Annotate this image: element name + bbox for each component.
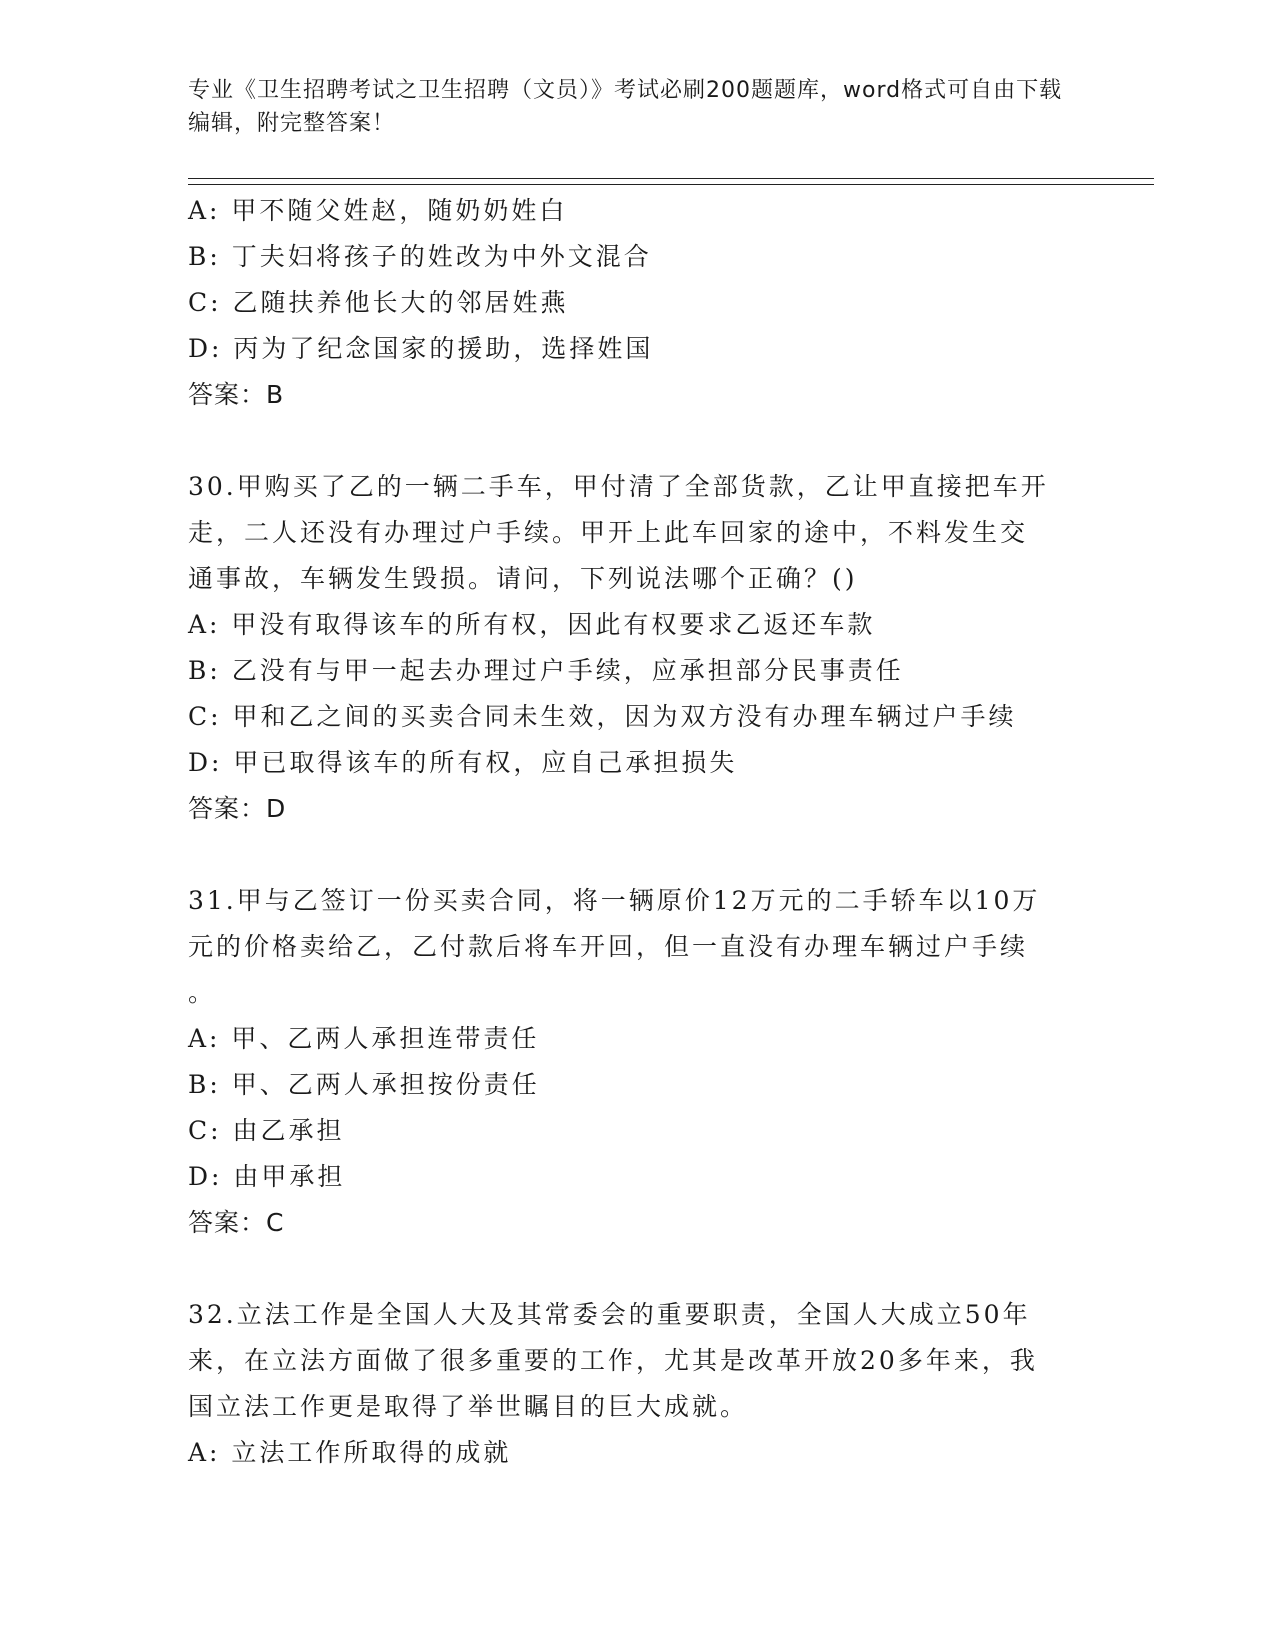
option-b: B: 甲、乙两人承担按份责任 — [188, 1070, 540, 1099]
question-block-31 — [188, 878, 1088, 1246]
question-text-line: 32.立法工作是全国人大及其常委会的重要职责，全国人大成立50年 — [188, 1300, 1031, 1329]
question-text-line: 31.甲与乙签订一份买卖合同，将一辆原价12万元的二手轿车以10万 — [188, 886, 1041, 915]
option-a: A: 甲不随父姓赵，随奶奶姓白 — [188, 196, 568, 225]
header-rule-top — [188, 178, 1154, 179]
question-block-32 — [188, 1292, 1088, 1476]
answer-line: 答案：C — [188, 1208, 285, 1237]
question-block-30 — [188, 464, 1088, 832]
answer-line: 答案：B — [188, 380, 285, 409]
question-block-29 — [188, 188, 1088, 418]
option-c: C: 甲和乙之间的买卖合同未生效，因为双方没有办理车辆过户手续 — [188, 702, 1017, 731]
question-text-line: 来，在立法方面做了很多重要的工作，尤其是改革开放20多年来，我 — [188, 1346, 1038, 1375]
answer-line: 答案：D — [188, 794, 287, 823]
question-text-line: 国立法工作更是取得了举世瞩目的巨大成就。 — [188, 1392, 749, 1421]
question-text-line: 30.甲购买了乙的一辆二手车，甲付清了全部货款，乙让甲直接把车开 — [188, 472, 1049, 501]
option-c: C: 由乙承担 — [188, 1116, 345, 1145]
option-d: D: 甲已取得该车的所有权，应自己承担损失 — [188, 748, 738, 777]
header-rule-bottom — [188, 184, 1154, 185]
option-b: B: 乙没有与甲一起去办理过户手续，应承担部分民事责任 — [188, 656, 904, 685]
question-text-line: 通事故，车辆发生毁损。请问，下列说法哪个正确？() — [188, 564, 858, 593]
question-text-line: 元的价格卖给乙，乙付款后将车开回，但一直没有办理车辆过户手续 — [188, 932, 1029, 961]
question-text-line: 走，二人还没有办理过户手续。甲开上此车回家的途中，不料发生交 — [188, 518, 1029, 547]
question-text-line: 。 — [188, 978, 217, 1007]
option-d: D: 丙为了纪念国家的援助，选择姓国 — [188, 334, 654, 363]
option-d: D: 由甲承担 — [188, 1162, 346, 1191]
option-a: A: 甲没有取得该车的所有权，因此有权要求乙返还车款 — [188, 610, 876, 639]
option-c: C: 乙随扶养他长大的邻居姓燕 — [188, 288, 569, 317]
option-a: A: 立法工作所取得的成就 — [188, 1438, 512, 1467]
option-a: A: 甲、乙两人承担连带责任 — [188, 1024, 540, 1053]
document-header: 专业《卫生招聘考试之卫生招聘（文员）》考试必刷200题题库，word格式可自由下载编辑，附完整答案！ — [188, 78, 1063, 136]
option-b: B: 丁夫妇将孩子的姓改为中外文混合 — [188, 242, 652, 271]
question-list — [188, 188, 1088, 1476]
